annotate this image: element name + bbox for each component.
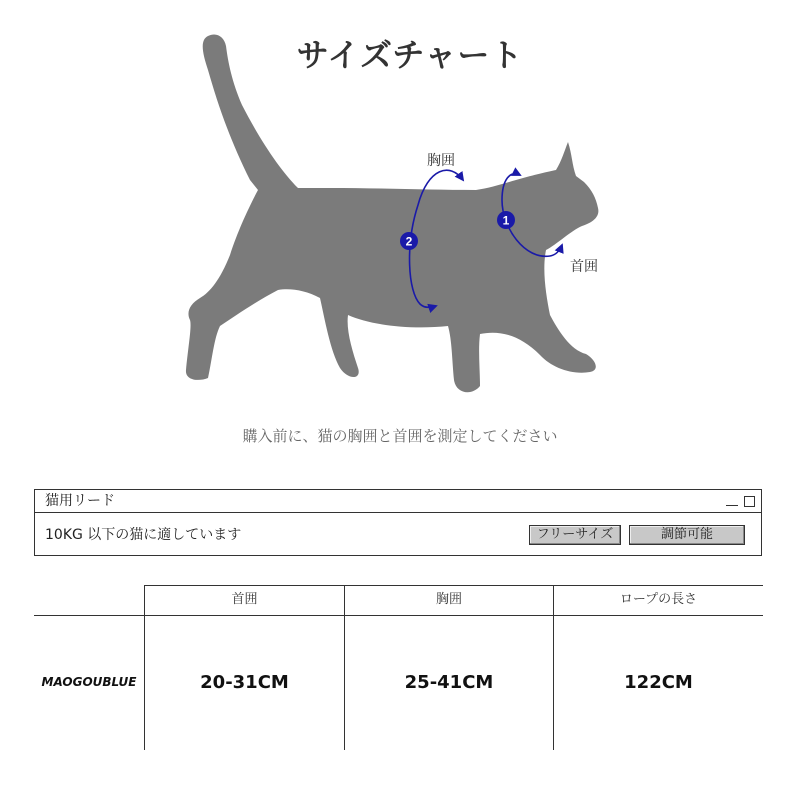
rope-length-value: 122CM: [624, 672, 693, 693]
brand-label: MAOGOUBLUE: [41, 675, 137, 689]
cat-silhouette: [186, 34, 598, 392]
chest-size-value: 25-41CM: [404, 672, 494, 693]
maximize-icon: [744, 496, 755, 507]
cat-measurement-diagram: [180, 30, 620, 400]
product-window-titlebar: [35, 490, 761, 513]
marker-1-label: 1: [502, 213, 510, 228]
column-header-rope-length: ロープの長さ: [619, 592, 698, 607]
neck-label: 首囲: [570, 259, 598, 275]
product-description: 10KG 以下の猫に適しています: [45, 527, 242, 543]
page-title: サイズチャート: [296, 36, 524, 74]
product-window: [34, 489, 762, 556]
size-table: [34, 585, 763, 750]
marker-2-label: 2: [405, 234, 413, 249]
column-header-chest: 胸囲: [435, 592, 462, 607]
adjustable-button: 調節可能: [629, 525, 745, 545]
product-title: 猫用リード: [45, 493, 115, 509]
free-size-button: フリーサイズ: [529, 525, 621, 545]
minimize-icon: [726, 496, 738, 506]
chest-label: 胸囲: [427, 153, 455, 169]
column-header-neck: 首囲: [231, 592, 258, 607]
instruction-text: 購入前に、猫の胸囲と首囲を測定してください: [242, 427, 558, 445]
neck-size-value: 20-31CM: [200, 672, 289, 693]
